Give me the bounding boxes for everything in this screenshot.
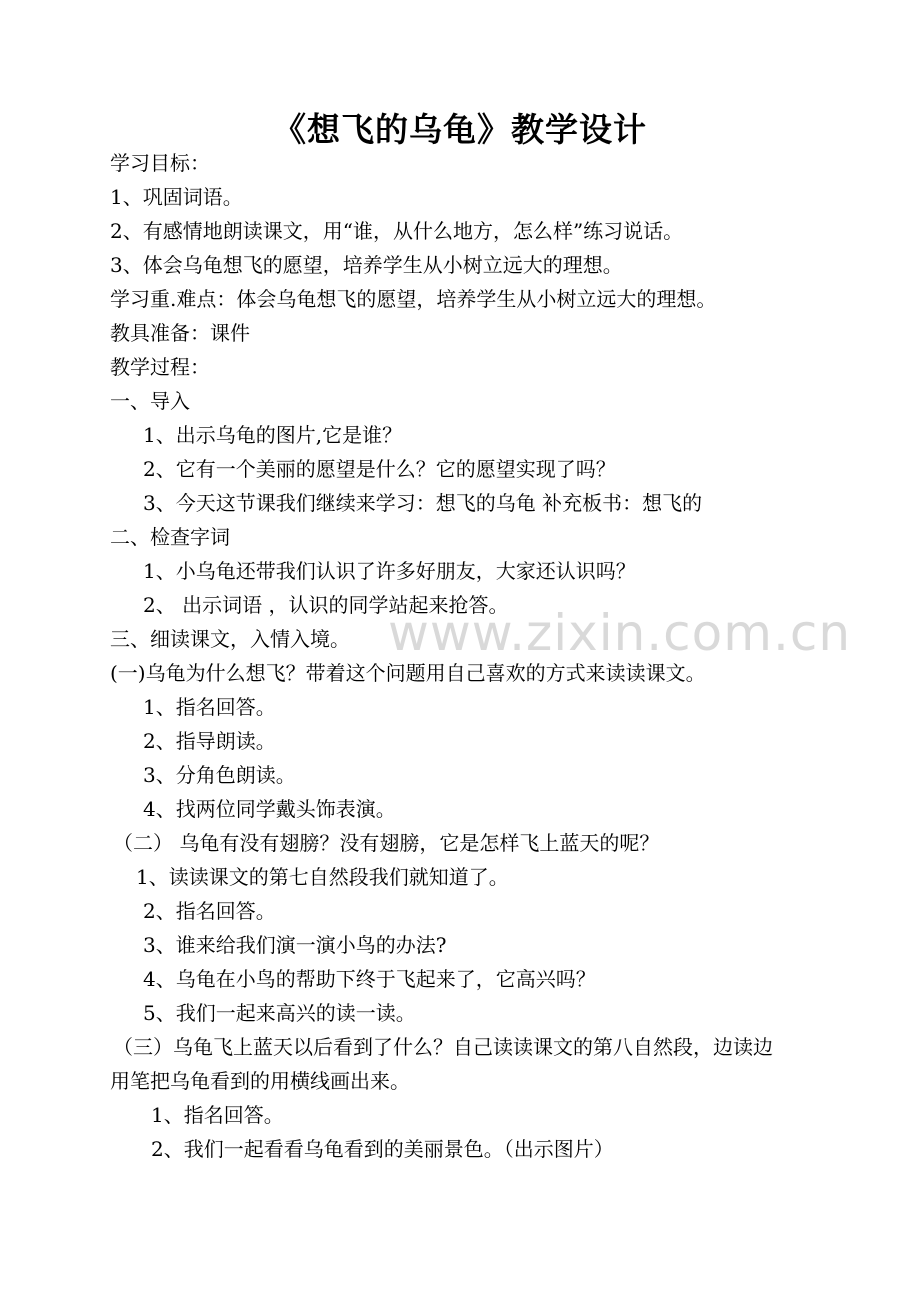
watermark: www.zixin.com.cn bbox=[388, 604, 852, 662]
part-heading-close-reading: 三、细读课文，入情入境。 bbox=[110, 627, 350, 651]
subsection-3-item-1: 1、指名回答。 bbox=[151, 1103, 284, 1127]
part-heading-intro: 一、导入 bbox=[110, 389, 190, 413]
subsection-2-item-5: 5、我们一起来高兴的读一读。 bbox=[143, 1001, 416, 1025]
goal-item-1: 1、巩固词语。 bbox=[110, 185, 243, 209]
subsection-1-item-2: 2、指导朗读。 bbox=[143, 729, 276, 753]
subsection-2-item-4: 4、乌龟在小鸟的帮助下终于飞起来了，它高兴吗？ bbox=[143, 967, 596, 991]
subsection-1-item-4: 4、找两位同学戴头饰表演。 bbox=[143, 797, 396, 821]
subsection-3-heading-continued: 用笔把乌龟看到的用横线画出来。 bbox=[110, 1069, 410, 1093]
section-heading-process: 教学过程： bbox=[110, 355, 210, 379]
subsection-2-item-1: 1、读读课文的第七自然段我们就知道了。 bbox=[136, 865, 509, 889]
subsection-1-item-1: 1、指名回答。 bbox=[143, 695, 276, 719]
intro-item-2: 2、它有一个美丽的愿望是什么？它的愿望实现了吗？ bbox=[143, 457, 616, 481]
subsection-3-item-2: 2、我们一起看看乌龟看到的美丽景色。（出示图片） bbox=[151, 1137, 614, 1161]
subsection-3-heading: （三）乌龟飞上蓝天以后看到了什么？自己读读课文的第八自然段，边读边 bbox=[113, 1035, 773, 1059]
intro-item-3: 3、今天这节课我们继续来学习：想飞的乌龟 补充板书：想飞的 bbox=[143, 491, 703, 515]
document-title: 《想飞的乌龟》教学设计 bbox=[273, 110, 647, 149]
key-points-line: 学习重.难点：体会乌龟想飞的愿望，培养学生从小树立远大的理想。 bbox=[110, 287, 717, 311]
subsection-1-heading: (一)乌龟为什么想飞？带着这个问题用自己喜欢的方式来读读课文。 bbox=[110, 661, 706, 685]
subsection-2-heading: （二） 乌龟有没有翅膀？没有翅膀，它是怎样飞上蓝天的呢？ bbox=[113, 831, 660, 855]
goal-item-3: 3、体会乌龟想飞的愿望，培养学生从小树立远大的理想。 bbox=[110, 253, 623, 277]
intro-item-1: 1、出示乌龟的图片,它是谁？ bbox=[143, 423, 403, 447]
goal-item-2: 2、有感情地朗读课文，用“谁，从什么地方，怎么样”练习说话。 bbox=[110, 219, 684, 243]
word-check-item-1: 1、小乌龟还带我们认识了许多好朋友，大家还认识吗？ bbox=[143, 559, 636, 583]
subsection-2-item-3: 3、谁来给我们演一演小鸟的办法? bbox=[143, 933, 447, 957]
part-heading-word-check: 二、检查字词 bbox=[110, 525, 230, 549]
word-check-item-2: 2、 出示词语 ，认识的同学站起来抢答。 bbox=[143, 593, 509, 617]
section-heading-learning-goals: 学习目标： bbox=[110, 151, 210, 175]
subsection-2-item-2: 2、指名回答。 bbox=[143, 899, 276, 923]
teaching-aids-line: 教具准备：课件 bbox=[110, 321, 250, 345]
subsection-1-item-3: 3、分角色朗读。 bbox=[143, 763, 296, 787]
